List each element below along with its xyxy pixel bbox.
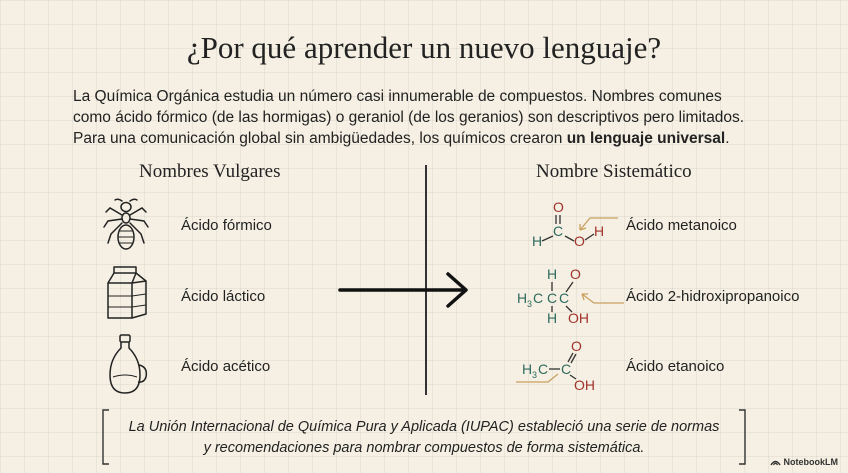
atom-ch3-sub: 3 xyxy=(527,299,533,309)
atom-h-left: H xyxy=(532,233,543,249)
lactic-acid-structure xyxy=(510,263,625,325)
atom-ch3-c: C xyxy=(533,290,544,306)
atom-ch3-h: H xyxy=(522,361,533,377)
intro-line-1: La Química Orgánica estudia un número casi innumerable de compuestos. Nombres comunes xyxy=(73,88,722,105)
systematic-names-heading: Nombre Sistemático xyxy=(536,161,692,182)
intro-line-2: como ácido fórmico (de las hormigas) o geraniol (de los geranios) son descriptivos pero limitados. xyxy=(73,109,745,126)
notebooklm-logo-icon xyxy=(770,458,781,466)
systematic-name-formic: Ácido metanoico xyxy=(626,217,737,234)
ant-icon xyxy=(100,196,152,254)
arrow-right-icon xyxy=(336,270,472,310)
acetic-acid-structure xyxy=(512,334,622,394)
systematic-name-acetic: Ácido etanoico xyxy=(626,358,725,375)
systematic-name-lactic: Ácido 2-hidroxipropanoico xyxy=(626,288,800,305)
common-names-heading: Nombres Vulgares xyxy=(139,161,281,182)
iupac-note-line-2: y recomendaciones para nombrar compuestos de forma sistemática. xyxy=(203,440,645,456)
atom-oh: OH xyxy=(568,310,589,325)
atom-o-right: O xyxy=(574,233,585,249)
iupac-note xyxy=(101,417,747,459)
atom-o-top: O xyxy=(571,338,582,354)
pointer-arrow xyxy=(582,294,624,303)
watermark-text: NotebookLM xyxy=(783,457,838,467)
common-name-formic: Ácido fórmico xyxy=(181,217,272,234)
atom-ch3-sub: 3 xyxy=(532,370,538,380)
notebooklm-watermark xyxy=(770,457,839,467)
atom-h-bottom: H xyxy=(547,310,558,325)
intro-line-3-text: Para una comunicación global sin ambigüedades, los químicos crearon xyxy=(73,130,567,147)
intro-emphasis: un lenguaje universal xyxy=(566,130,726,147)
atom-oh: OH xyxy=(574,377,595,393)
atom-c-right: C xyxy=(559,290,570,306)
common-name-acetic: Ácido acético xyxy=(181,358,271,375)
page-title: ¿Por qué aprender un nuevo lenguaje? xyxy=(186,30,662,65)
atom-h-right: H xyxy=(594,223,605,239)
atom-o-top: O xyxy=(570,266,581,282)
vinegar-bottle-icon xyxy=(104,333,150,397)
intro-line-3 xyxy=(73,128,793,149)
atom-ch3-h: H xyxy=(517,290,528,306)
atom-ch3-c: C xyxy=(538,361,549,377)
atom-h-top: H xyxy=(547,266,558,282)
atom-c-right: C xyxy=(561,361,572,377)
milk-carton-icon xyxy=(104,263,150,321)
formic-acid-structure xyxy=(520,196,620,254)
atom-c-mid: C xyxy=(547,290,558,306)
intro-line-3-end: . xyxy=(725,130,730,147)
iupac-note-line-1: La Unión Internacional de Química Pura y Aplicada (IUPAC) estableció una serie de normas xyxy=(128,419,720,435)
atom-o-top: O xyxy=(553,199,564,215)
atom-c: C xyxy=(553,223,564,239)
intro-paragraph xyxy=(73,86,793,149)
common-name-lactic: Ácido láctico xyxy=(181,288,266,305)
